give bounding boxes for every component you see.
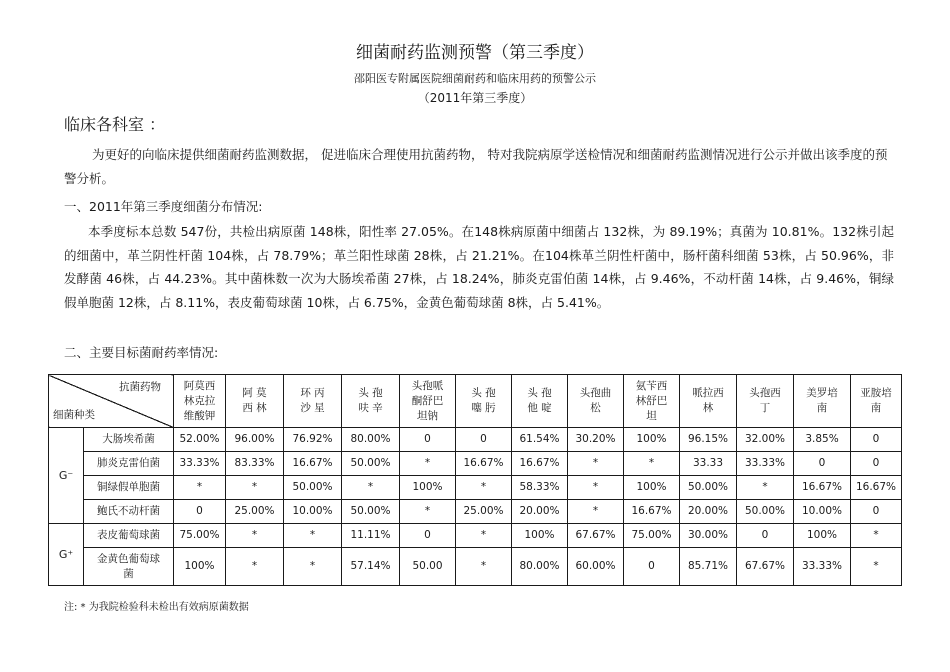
resistance-value-cell: 67.67% xyxy=(737,548,794,586)
table-corner-cell xyxy=(49,375,174,428)
resistance-value-cell: 3.85% xyxy=(794,428,851,452)
resistance-value-cell: 16.67% xyxy=(851,476,902,500)
resistance-value-cell: 30.20% xyxy=(568,428,624,452)
drug-header-cell: 头 孢 他 啶 xyxy=(512,375,568,428)
resistance-value-cell: 0 xyxy=(851,428,902,452)
drug-header-cell: 头 孢 呋 辛 xyxy=(342,375,400,428)
table-header-row xyxy=(49,375,902,428)
drug-header-cell: 头 孢 噻 肟 xyxy=(456,375,512,428)
resistance-value-cell: 0 xyxy=(400,428,456,452)
resistance-value-cell: 0 xyxy=(737,524,794,548)
resistance-value-cell: 50.00% xyxy=(680,476,737,500)
resistance-value-cell: * xyxy=(851,548,902,586)
resistance-value-cell: 83.33% xyxy=(226,452,284,476)
resistance-value-cell: 100% xyxy=(794,524,851,548)
resistance-value-cell: 20.00% xyxy=(680,500,737,524)
section-1-body: 本季度标本总数 547份，共检出病原菌 148株，阳性率 27.05%。在148株病原菌中细菌占 132株，为 89.19%；真菌为 10.81%。132株引起的细菌中，革兰阴性杆菌 104株，占 78.79%；革兰阳性球菌 28株，占 21.21%。在104株革兰阴性杆菌中，肠杆菌科细菌 53株，占 50.96%，非发酵菌 46株，占 44.23%。其中菌株数一次为大肠埃希菌 27株，占 18.24%，肺炎克雷伯菌 14株，占 9.46%，不动杆菌 14株，占 9.46%，铜绿假单胞菌 12株，占 8.11%，表皮葡萄球菌 10株，占 6.75%，金黄色葡萄球菌 8株，占 5.41%。 xyxy=(64,224,894,310)
page-title: 细菌耐药监测预警（第三季度） xyxy=(356,43,594,63)
drug-header-cell: 头孢哌 酮舒巴 坦钠 xyxy=(400,375,456,428)
resistance-value-cell: 50.00% xyxy=(284,476,342,500)
resistance-value-cell: 96.00% xyxy=(226,428,284,452)
resistance-value-cell: * xyxy=(342,476,400,500)
resistance-value-cell: 58.33% xyxy=(512,476,568,500)
resistance-value-cell: 25.00% xyxy=(226,500,284,524)
corner-species-label: 细菌种类 xyxy=(53,409,95,421)
report-period: （2011年第三季度） xyxy=(417,91,533,105)
resistance-value-cell: * xyxy=(851,524,902,548)
resistance-value-cell: 16.67% xyxy=(284,452,342,476)
resistance-value-cell: 57.14% xyxy=(342,548,400,586)
resistance-value-cell: 61.54% xyxy=(512,428,568,452)
resistance-value-cell: * xyxy=(624,452,680,476)
resistance-value-cell: 96.15% xyxy=(680,428,737,452)
resistance-value-cell: 10.00% xyxy=(794,500,851,524)
resistance-value-cell: 67.67% xyxy=(568,524,624,548)
drug-header-cell: 亚胺培 南 xyxy=(851,375,902,428)
drug-header-cell: 美罗培 南 xyxy=(794,375,851,428)
resistance-value-cell: * xyxy=(284,548,342,586)
resistance-value-cell: 100% xyxy=(624,428,680,452)
resistance-value-cell: 76.92% xyxy=(284,428,342,452)
resistance-value-cell: * xyxy=(568,452,624,476)
drug-header-cell: 阿莫西 林克拉 维酸钾 xyxy=(174,375,226,428)
resistance-value-cell: 0 xyxy=(456,428,512,452)
resistance-value-cell: * xyxy=(226,476,284,500)
resistance-value-cell: 0 xyxy=(624,548,680,586)
resistance-value-cell: 80.00% xyxy=(512,548,568,586)
resistance-value-cell: * xyxy=(284,524,342,548)
resistance-value-cell: 32.00% xyxy=(737,428,794,452)
resistance-value-cell: 100% xyxy=(400,476,456,500)
table-row xyxy=(49,476,902,500)
resistance-value-cell: 85.71% xyxy=(680,548,737,586)
table-row xyxy=(49,428,902,452)
resistance-value-cell: 0 xyxy=(400,524,456,548)
resistance-value-cell: 100% xyxy=(512,524,568,548)
resistance-value-cell: 0 xyxy=(174,500,226,524)
bacteria-name-cell: 表皮葡萄球菌 xyxy=(84,524,174,548)
bacteria-name-cell: 肺炎克雷伯菌 xyxy=(84,452,174,476)
resistance-value-cell: 10.00% xyxy=(284,500,342,524)
resistance-value-cell: 0 xyxy=(851,452,902,476)
drug-header-cell: 头孢西 丁 xyxy=(737,375,794,428)
resistance-value-cell: 50.00% xyxy=(342,452,400,476)
resistance-value-cell: 25.00% xyxy=(456,500,512,524)
resistance-value-cell: 75.00% xyxy=(174,524,226,548)
bacteria-name-cell: 鲍氏不动杆菌 xyxy=(84,500,174,524)
resistance-table xyxy=(48,374,902,586)
addressee: 临床各科室 ： xyxy=(64,115,166,134)
bacteria-name-cell: 金黄色葡萄球 菌 xyxy=(84,548,174,586)
resistance-value-cell: 33.33 xyxy=(680,452,737,476)
drug-header-cell: 阿 莫 西 林 xyxy=(226,375,284,428)
table-row xyxy=(49,500,902,524)
resistance-value-cell: 16.67% xyxy=(794,476,851,500)
drug-header-cell: 头孢曲 松 xyxy=(568,375,624,428)
resistance-value-cell: * xyxy=(568,500,624,524)
resistance-value-cell: 0 xyxy=(794,452,851,476)
section-2-heading: 二、主要目标菌耐药率情况: xyxy=(64,345,219,360)
resistance-value-cell: 33.33% xyxy=(174,452,226,476)
gram-group-cell: G⁻ xyxy=(49,428,84,524)
resistance-value-cell: 75.00% xyxy=(624,524,680,548)
resistance-value-cell: 30.00% xyxy=(680,524,737,548)
table-footnote: 注: * 为我院检验科未检出有效病原菌数据 xyxy=(64,602,249,613)
resistance-value-cell: 50.00% xyxy=(737,500,794,524)
resistance-value-cell: 52.00% xyxy=(174,428,226,452)
intro-paragraph: 为更好的向临床提供细菌耐药监测数据， 促进临床合理使用抗菌药物， 特对我院病原学送检情况和细菌耐药监测情况进行公示并做出该季度的预警分析。 xyxy=(64,147,888,186)
bacteria-name-cell: 铜绿假单胞菌 xyxy=(84,476,174,500)
resistance-value-cell: * xyxy=(400,500,456,524)
resistance-value-cell: 20.00% xyxy=(512,500,568,524)
resistance-value-cell: 0 xyxy=(851,500,902,524)
bacteria-name-cell: 大肠埃希菌 xyxy=(84,428,174,452)
resistance-value-cell: 80.00% xyxy=(342,428,400,452)
table-row xyxy=(49,524,902,548)
table-row xyxy=(49,548,902,586)
resistance-value-cell: 50.00% xyxy=(342,500,400,524)
table-row xyxy=(49,452,902,476)
resistance-value-cell: * xyxy=(456,524,512,548)
resistance-value-cell: * xyxy=(400,452,456,476)
resistance-value-cell: 11.11% xyxy=(342,524,400,548)
gram-group-cell: G⁺ xyxy=(49,524,84,586)
resistance-value-cell: 100% xyxy=(174,548,226,586)
drug-header-cell: 哌拉西 林 xyxy=(680,375,737,428)
resistance-value-cell: * xyxy=(456,476,512,500)
resistance-value-cell: 33.33% xyxy=(794,548,851,586)
page-subtitle: 邵阳医专附属医院细菌耐药和临床用药的预警公示 xyxy=(354,72,596,85)
resistance-value-cell: 16.67% xyxy=(456,452,512,476)
resistance-value-cell: * xyxy=(226,548,284,586)
corner-drug-label: 抗菌药物 xyxy=(119,381,161,393)
resistance-value-cell: * xyxy=(737,476,794,500)
resistance-value-cell: * xyxy=(568,476,624,500)
section-1-heading: 一、2011年第三季度细菌分布情况: xyxy=(64,199,263,214)
resistance-value-cell: 60.00% xyxy=(568,548,624,586)
resistance-value-cell: 100% xyxy=(624,476,680,500)
resistance-value-cell: 50.00 xyxy=(400,548,456,586)
resistance-value-cell: * xyxy=(174,476,226,500)
drug-header-cell: 氨苄西 林舒巴 坦 xyxy=(624,375,680,428)
resistance-value-cell: * xyxy=(226,524,284,548)
resistance-value-cell: 16.67% xyxy=(512,452,568,476)
resistance-value-cell: * xyxy=(456,548,512,586)
drug-header-cell: 环 丙 沙 星 xyxy=(284,375,342,428)
resistance-value-cell: 33.33% xyxy=(737,452,794,476)
resistance-value-cell: 16.67% xyxy=(624,500,680,524)
